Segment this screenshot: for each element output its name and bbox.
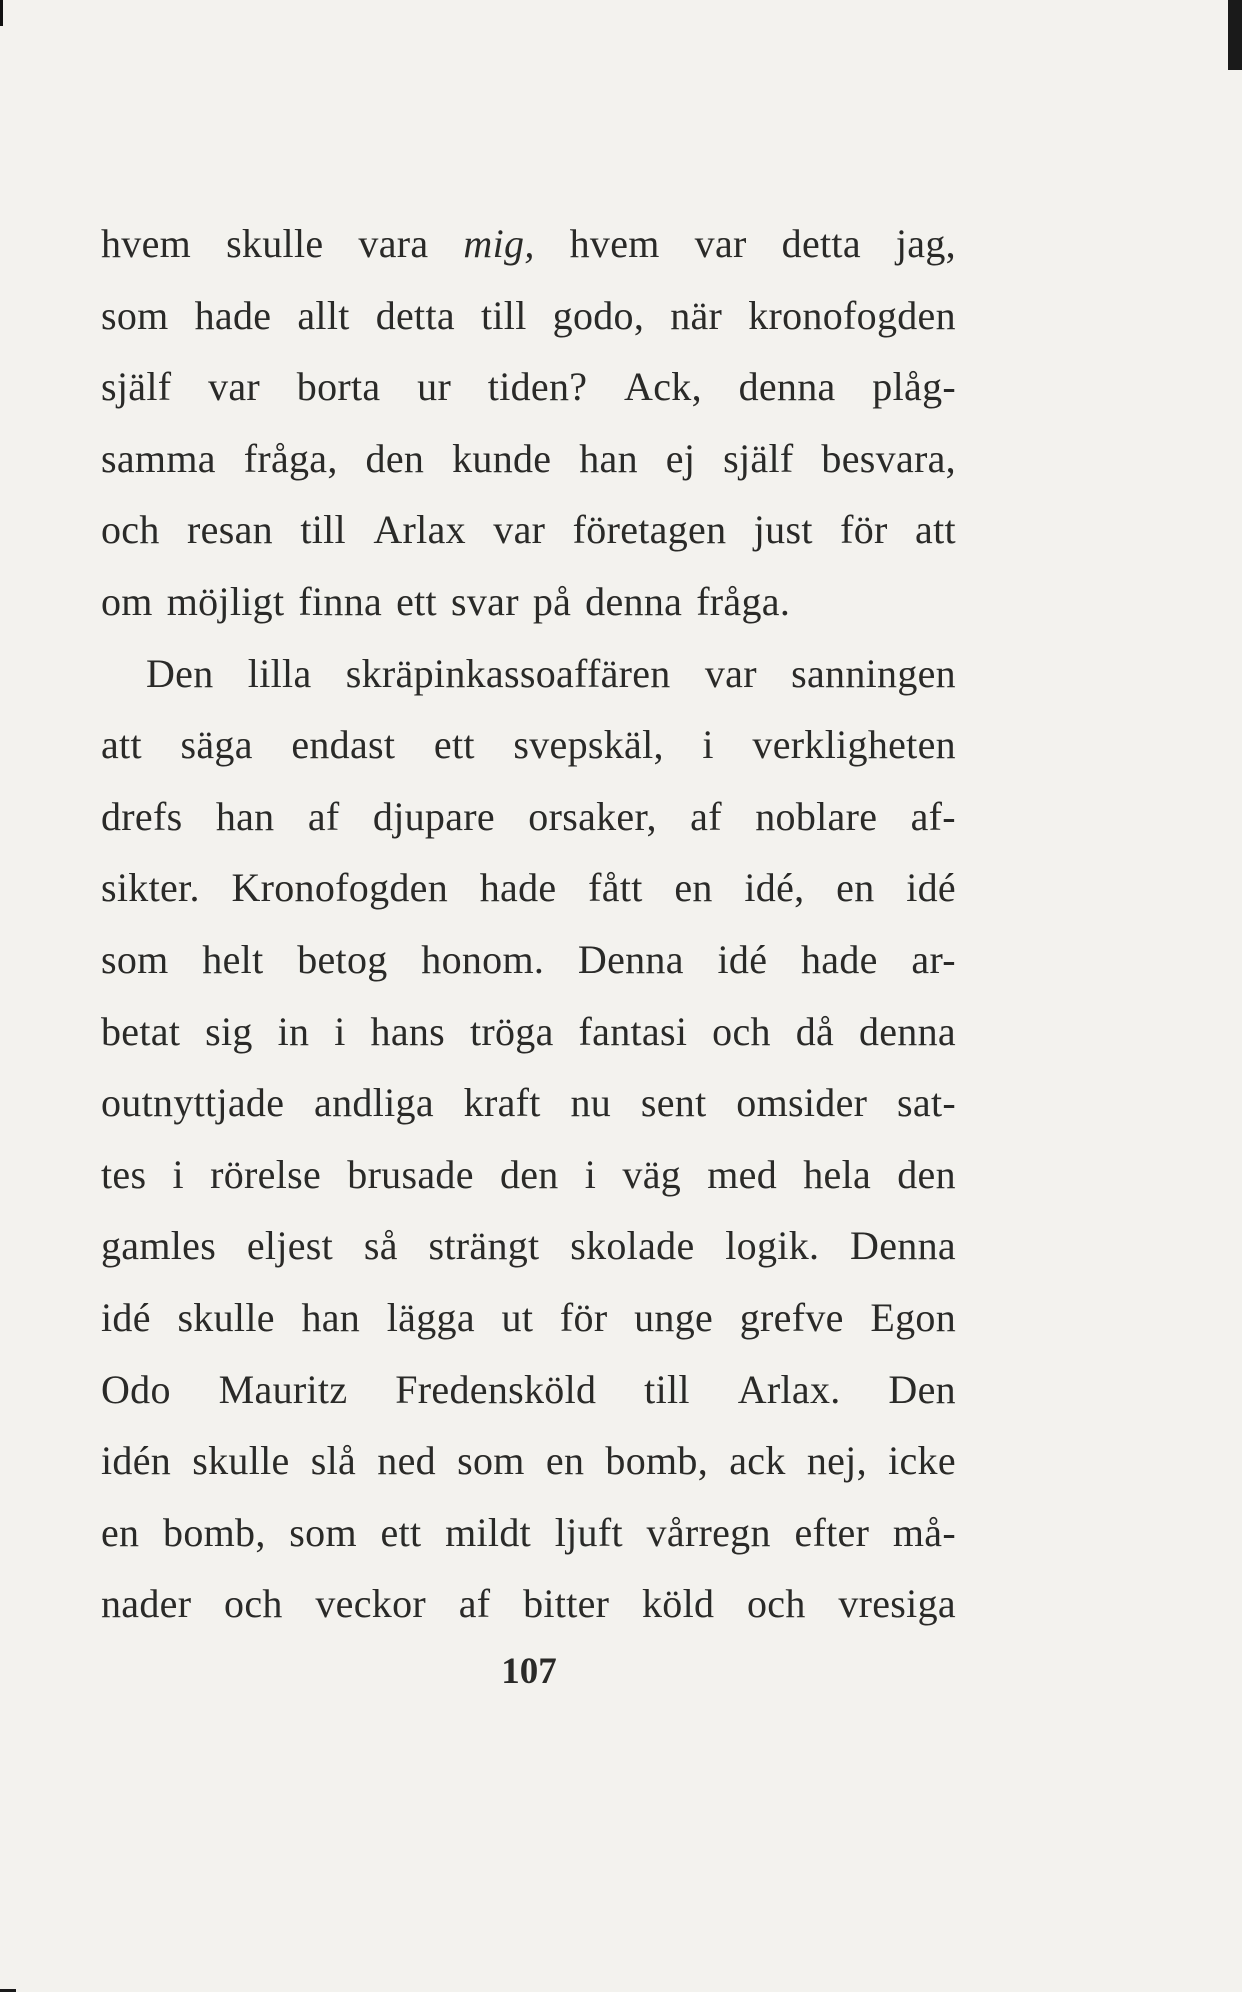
word: idé — [717, 936, 768, 982]
word: var — [208, 364, 261, 410]
word: verkligheten — [752, 722, 956, 768]
word: bomb, — [163, 1509, 266, 1555]
word: icke — [888, 1438, 956, 1484]
text-line — [101, 852, 956, 924]
word: slå — [310, 1438, 357, 1484]
word: noblare — [755, 793, 878, 839]
word: ut — [501, 1294, 534, 1340]
word: skulle — [192, 1438, 290, 1484]
word: att — [101, 722, 142, 768]
word: kunde — [452, 435, 552, 481]
text-line — [101, 1568, 956, 1640]
word: skulle — [177, 1294, 275, 1340]
word: mig, — [463, 221, 535, 266]
word: fått — [588, 865, 643, 911]
word: andliga — [314, 1080, 434, 1126]
word: rörelse — [210, 1151, 322, 1197]
word: af- — [910, 793, 956, 839]
word: i — [584, 1151, 597, 1197]
text-line — [101, 924, 956, 996]
word: för — [840, 507, 888, 553]
word: Arlax — [373, 507, 466, 553]
word: plåg- — [872, 364, 956, 410]
word: att — [915, 507, 956, 553]
word: så — [363, 1223, 398, 1269]
word: nej, — [806, 1438, 867, 1484]
word: jag, — [895, 221, 956, 266]
text-line — [101, 1354, 956, 1426]
word: Kronofogden — [231, 865, 449, 911]
word: ned — [377, 1438, 436, 1484]
word: han — [579, 435, 638, 481]
word: ej — [665, 435, 696, 481]
word: orsaker, — [528, 793, 657, 839]
word: som — [289, 1509, 357, 1555]
word: som — [101, 292, 169, 338]
word: en — [101, 1509, 140, 1555]
word: af — [458, 1581, 491, 1627]
word: den — [499, 1151, 559, 1197]
word: hvem — [569, 221, 660, 266]
word: vårregn — [646, 1509, 771, 1555]
word: Egon — [870, 1294, 956, 1340]
word: när — [670, 292, 723, 338]
word: en — [545, 1438, 585, 1484]
word: han — [301, 1294, 361, 1340]
word: besvara, — [821, 435, 956, 481]
word: kraft — [463, 1080, 541, 1126]
text-line — [101, 1067, 956, 1139]
word: Den — [888, 1366, 956, 1412]
word: var — [694, 221, 747, 266]
scan-edge-mark-right — [1228, 0, 1242, 70]
word: Arlax. — [737, 1366, 841, 1412]
word: brusade — [347, 1151, 474, 1197]
word: betat — [101, 1008, 181, 1054]
word: Odo — [101, 1366, 171, 1412]
word: samma — [101, 435, 216, 481]
word: sig — [205, 1008, 253, 1054]
word: Fredensköld — [395, 1366, 597, 1412]
word: bomb, — [605, 1438, 709, 1484]
word: sat- — [897, 1080, 956, 1126]
word: kronofogden — [748, 292, 956, 338]
word: företagen — [572, 507, 727, 553]
word: denna — [858, 1008, 956, 1054]
word: Mauritz — [218, 1366, 348, 1412]
word: nader — [101, 1581, 192, 1627]
text-line — [101, 351, 956, 423]
word: betog — [297, 936, 388, 982]
word: svar — [450, 578, 519, 624]
word: hade — [800, 936, 878, 982]
text-line — [101, 638, 956, 710]
word: må- — [892, 1509, 956, 1555]
word: ett — [433, 722, 475, 768]
word: allt — [297, 292, 350, 338]
text-line — [101, 996, 956, 1068]
word: och — [224, 1581, 283, 1627]
word: borta — [296, 364, 381, 410]
word: och — [746, 1581, 806, 1627]
word: tiden? — [487, 364, 588, 410]
word: och — [101, 507, 160, 553]
word: en — [836, 865, 875, 911]
word: resan — [187, 507, 273, 553]
word: svepskäl, — [513, 722, 664, 768]
word: denna — [585, 578, 683, 624]
word: nu — [570, 1080, 612, 1126]
word: veckor — [315, 1581, 426, 1627]
word: då — [795, 1008, 835, 1054]
word: fråga. — [696, 578, 791, 624]
word: vara — [358, 221, 429, 266]
word: Denna — [850, 1223, 956, 1269]
word: i — [702, 722, 714, 768]
word: honom. — [421, 936, 545, 982]
word: ur — [417, 364, 452, 410]
word: af — [307, 793, 340, 839]
word: grefve — [739, 1294, 844, 1340]
word: lilla — [247, 650, 312, 696]
word: tes — [101, 1151, 147, 1197]
word: ar- — [911, 936, 956, 982]
word: med — [707, 1151, 778, 1197]
word: idé, — [744, 865, 805, 911]
scan-edge-mark-top — [0, 0, 3, 26]
word: detta — [375, 292, 455, 338]
word: den — [897, 1151, 956, 1197]
word: till — [644, 1366, 690, 1412]
word: ack — [729, 1438, 786, 1484]
word: mildt — [445, 1509, 532, 1555]
word: godo, — [552, 292, 645, 338]
text-line — [101, 1497, 956, 1569]
word: bitter — [523, 1581, 610, 1627]
text-line — [101, 709, 956, 781]
word: skräpinkassoaffären — [345, 650, 671, 696]
word: var — [493, 507, 546, 553]
word: endast — [291, 722, 396, 768]
word: helt — [202, 936, 264, 982]
word: var — [704, 650, 757, 696]
word: outnyttjade — [101, 1080, 285, 1126]
word: djupare — [372, 793, 495, 839]
word: hela — [803, 1151, 872, 1197]
word: fantasi — [578, 1008, 688, 1054]
word: lägga — [386, 1294, 475, 1340]
word: Den — [146, 650, 214, 696]
word: säga — [180, 722, 253, 768]
word: i — [172, 1151, 184, 1197]
text-line — [101, 1425, 956, 1497]
word: som — [101, 936, 169, 982]
text-line — [101, 1210, 956, 1282]
word: strängt — [428, 1223, 540, 1269]
word: den — [365, 435, 425, 481]
word: unge — [634, 1294, 714, 1340]
word: detta — [781, 221, 861, 266]
word: hade — [194, 292, 272, 338]
word: ett — [396, 578, 437, 624]
page-number: 107 — [501, 1651, 557, 1692]
word: logik. — [725, 1223, 820, 1269]
word: ljuft — [554, 1509, 623, 1555]
word: på — [532, 578, 572, 624]
word: idén — [101, 1438, 172, 1484]
text-line — [101, 1139, 956, 1211]
word: i — [334, 1008, 346, 1054]
word: själf — [101, 364, 172, 410]
word: in — [277, 1008, 310, 1054]
text-line — [101, 494, 956, 566]
word: idé — [906, 865, 956, 911]
word: för — [559, 1294, 608, 1340]
word: som — [457, 1438, 525, 1484]
text-line — [101, 781, 956, 853]
text-line — [101, 566, 956, 638]
text-line — [101, 208, 956, 280]
word: tröga — [469, 1008, 554, 1054]
word: just — [753, 507, 813, 553]
word: drefs — [101, 793, 183, 839]
word: finna — [298, 578, 383, 624]
word: fråga, — [243, 435, 338, 481]
word: sikter. — [101, 865, 200, 911]
word: skulle — [226, 221, 324, 266]
word: till — [480, 292, 527, 338]
word: ett — [380, 1509, 422, 1555]
word: själf — [723, 435, 794, 481]
word: efter — [794, 1509, 870, 1555]
word: vresiga — [838, 1581, 956, 1627]
word: eljest — [246, 1223, 334, 1269]
word: till — [300, 507, 346, 553]
word: hans — [370, 1008, 446, 1054]
word: gamles — [101, 1223, 217, 1269]
word: Ack, — [624, 364, 702, 410]
word: en — [674, 865, 713, 911]
word: han — [215, 793, 275, 839]
word: väg — [622, 1151, 682, 1197]
text-line — [101, 1282, 956, 1354]
word: sent — [640, 1080, 707, 1126]
word: hvem — [101, 221, 192, 266]
word: af — [690, 793, 722, 839]
word: idé — [101, 1294, 151, 1340]
word: möjligt — [166, 578, 285, 624]
word: denna — [738, 364, 836, 410]
word: sanningen — [791, 650, 956, 696]
page-body-text — [101, 208, 956, 1640]
word: och — [712, 1008, 771, 1054]
word: hade — [479, 865, 557, 911]
text-line — [101, 280, 956, 352]
text-line — [101, 423, 956, 495]
word: om — [101, 578, 153, 624]
word: skolade — [570, 1223, 695, 1269]
word: Denna — [577, 936, 684, 982]
word: omsider — [736, 1080, 868, 1126]
word: köld — [641, 1581, 715, 1627]
